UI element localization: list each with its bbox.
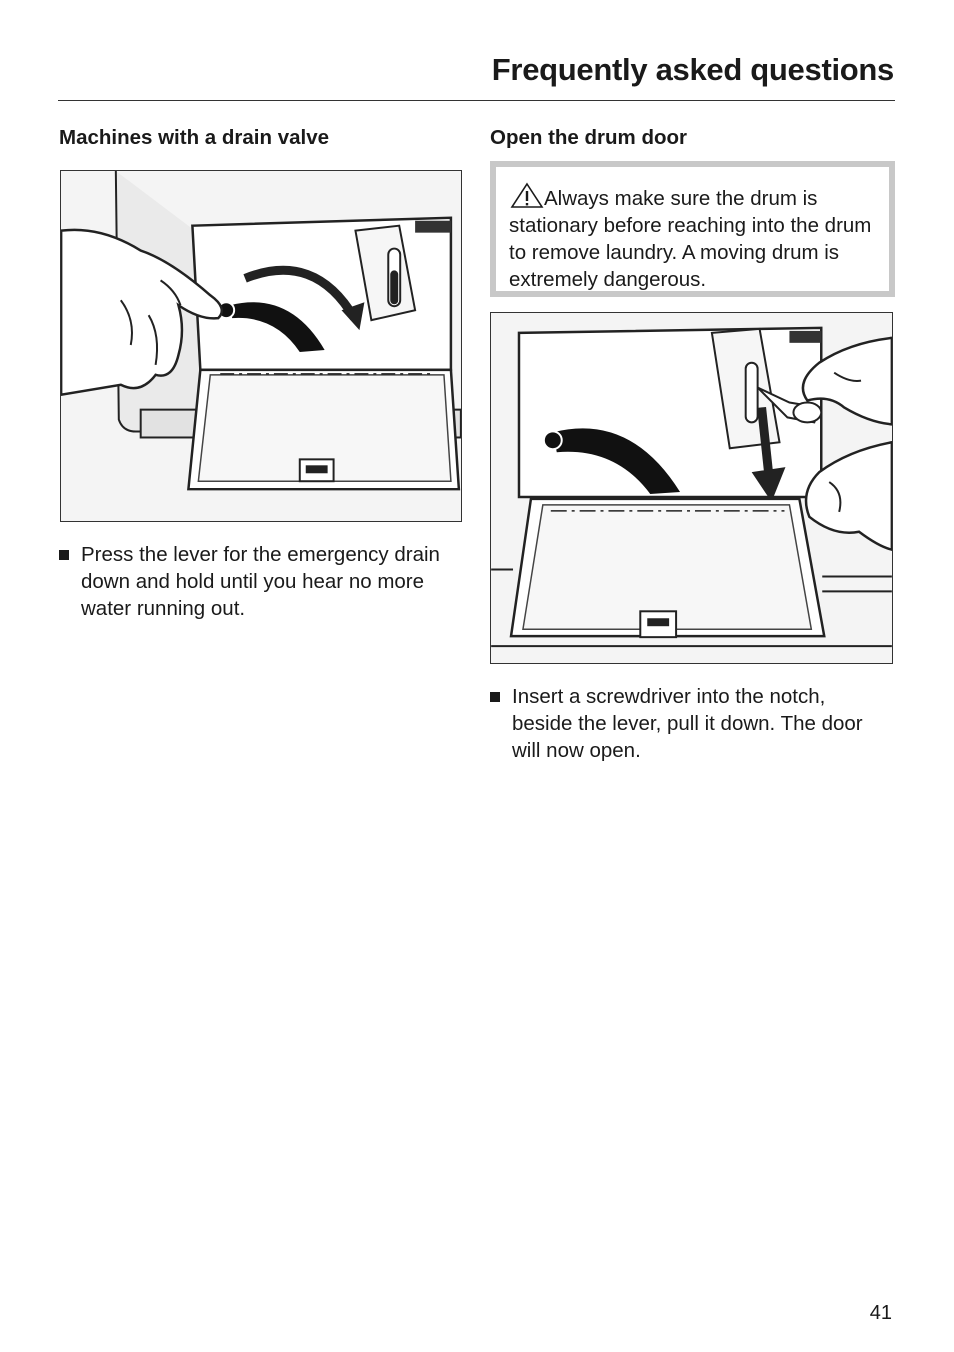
bullet-square-icon <box>59 550 69 560</box>
heading-drain-valve: Machines with a drain valve <box>59 126 330 149</box>
warning-box <box>490 161 895 297</box>
warning-text: Always make sure the drum is stationary before reaching into the drum to remove laundry. A moving drum is extremely dangerous. <box>509 187 872 291</box>
warning-content <box>496 167 889 291</box>
heading-open-drum-door: Open the drum door <box>490 126 688 149</box>
screwdriver-in-notch-illustration <box>491 313 892 663</box>
title-divider <box>58 100 895 101</box>
instruction-drum-door-text: Insert a screwdriver into the notch, beside the lever, pull it down. The door will now open. <box>512 685 863 762</box>
instruction-drain-valve <box>59 541 444 622</box>
hand-pressing-drain-lever-illustration <box>61 171 461 521</box>
bullet-square-icon <box>490 692 500 702</box>
page-number: 41 <box>869 1302 892 1324</box>
instruction-drum-door <box>490 683 875 764</box>
drain-valve-illustration <box>60 170 462 522</box>
page-title: Frequently asked questions <box>491 52 894 87</box>
drum-door-illustration <box>490 312 893 664</box>
instruction-drain-valve-text: Press the lever for the emergency drain down and hold until you hear no more water running out. <box>81 543 440 620</box>
warning-triangle-icon <box>509 182 545 208</box>
